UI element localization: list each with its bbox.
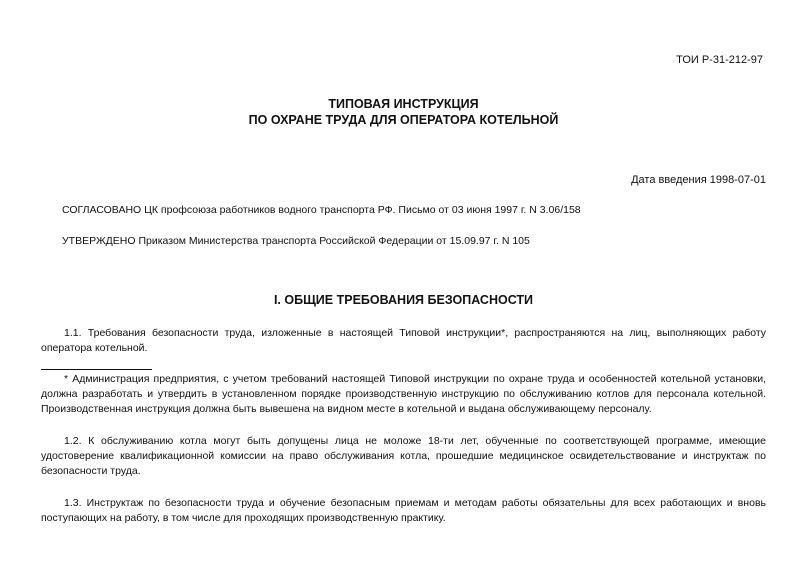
title-line-1: ТИПОВАЯ ИНСТРУКЦИЯ: [328, 97, 479, 111]
section-title: I. ОБЩИЕ ТРЕБОВАНИЯ БЕЗОПАСНОСТИ: [273, 293, 534, 307]
paragraph-1-2: 1.2. К обслуживанию котла могут быть допущены лица не моложе 18-ти лет, обученные по соответствующей программе, имеющие удостоверение квалификационной комиссии на право обслуживания котла, прошедшие медицинское освидетельствование и инструктаж по безопасности труда.: [41, 435, 766, 477]
approved-note: УТВЕРЖДЕНО Приказом Министерства транспорта Российской Федерации от 15.09.97 г. N 105: [62, 235, 530, 247]
footnote: * Администрация предприятия, с учетом требований настоящей Типовой инструкции по охране труда и особенностей котельной установки, должна разработать и утвердить в установленном порядке производственную инструкцию по обслуживанию котлов для персонала котельной. Производственная инструкция должна быть вывешена на видном месте в котельной и выдана обслуживающему персоналу.: [41, 373, 766, 415]
agreed-note: СОГЛАСОВАНО ЦК профсоюза работников водного транспорта РФ. Письмо от 03 июня 1997 г. N 3.06/158: [62, 204, 581, 216]
document-code: ТОИ Р-31-212-97: [676, 54, 763, 66]
document-title: [0, 96, 807, 128]
intro-date: Дата введения 1998-07-01: [631, 174, 766, 186]
paragraph-1-1: 1.1. Требования безопасности труда, изложенные в настоящей Типовой инструкции*, распространяются на лиц, выполняющих работу оператора котельной.: [41, 327, 766, 354]
paragraph-1-3: 1.3. Инструктаж по безопасности труда и обучение безопасным приемам и методам работы обязательны для всех работающих и вновь поступающих на работу, в том числе для проходящих производственную практику.: [41, 497, 766, 524]
title-line-2: ПО ОХРАНЕ ТРУДА ДЛЯ ОПЕРАТОРА КОТЕЛЬНОЙ: [248, 113, 559, 127]
footnote-divider: [41, 369, 152, 370]
